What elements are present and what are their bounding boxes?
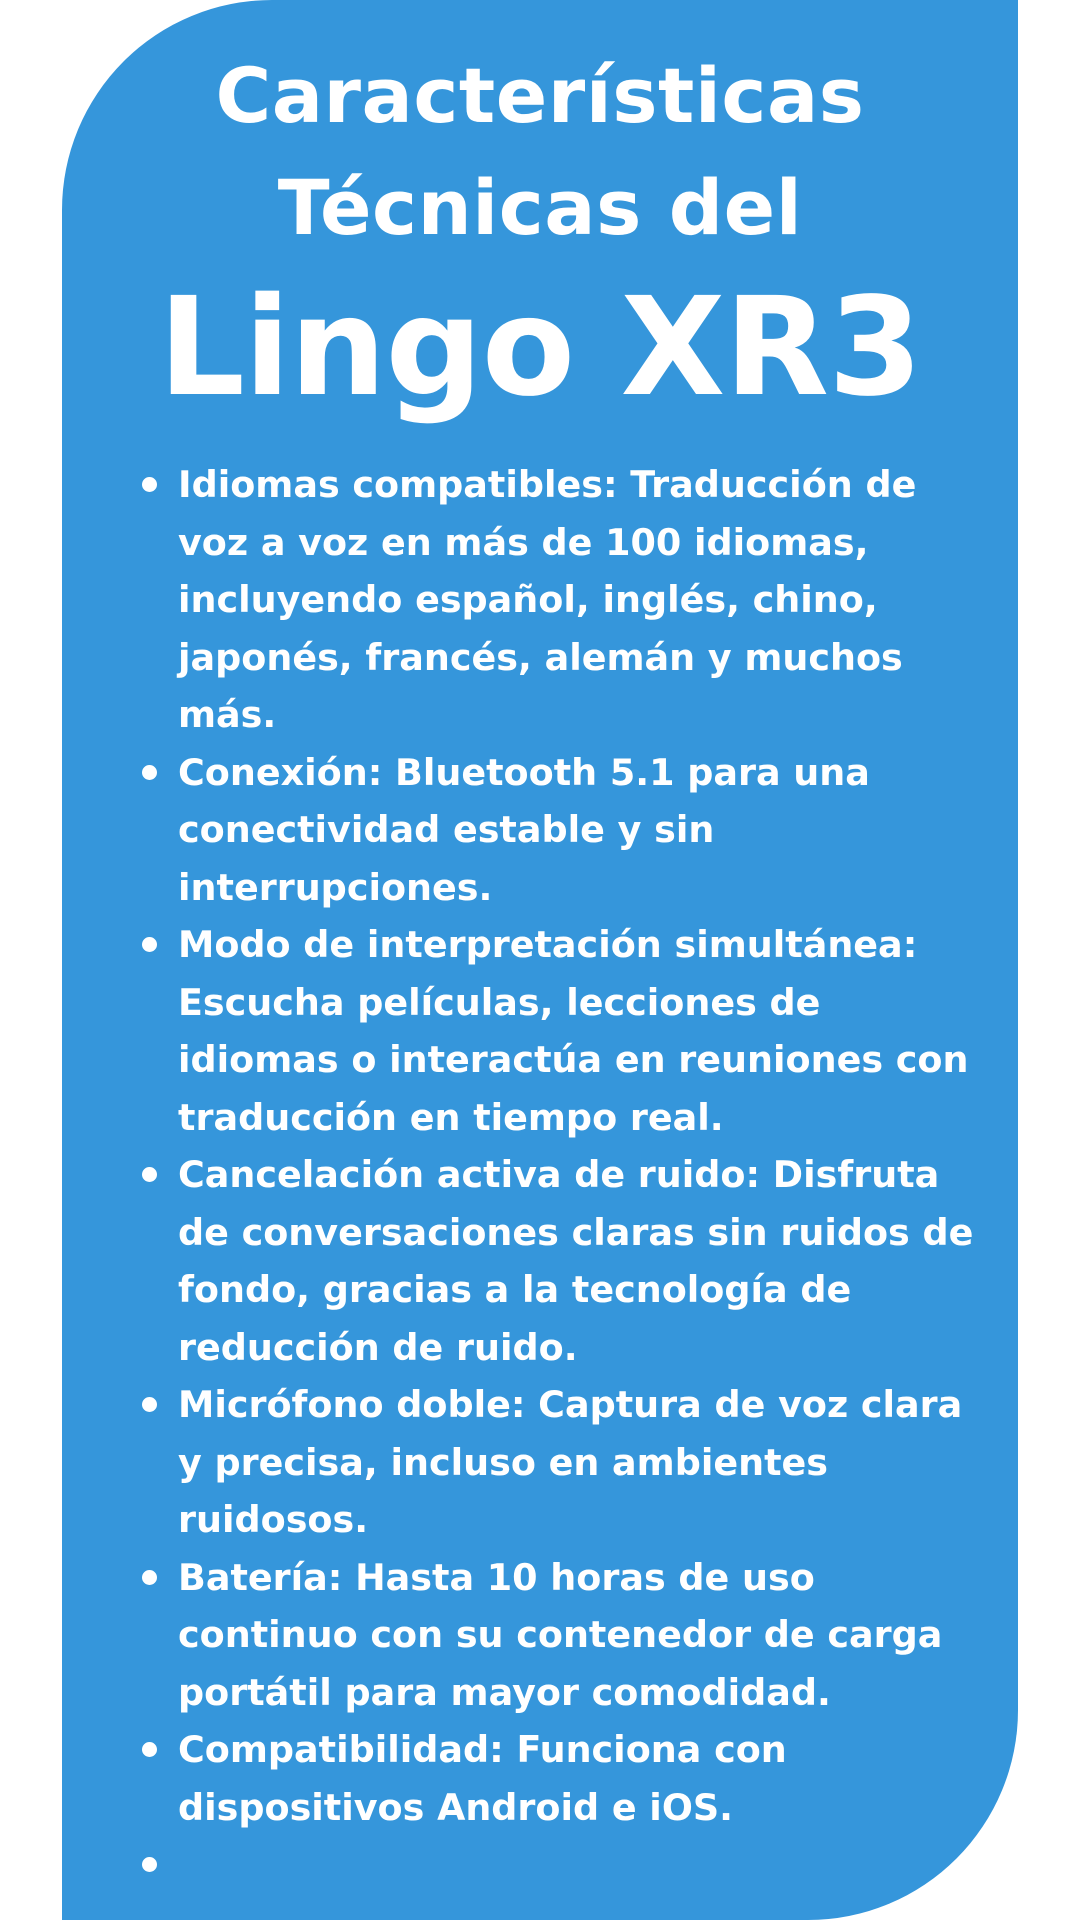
feature-item-microphone	[178, 1376, 988, 1549]
bullet-icon	[142, 937, 157, 952]
feature-item-noise-cancelling	[178, 1146, 988, 1376]
feature-item-empty	[178, 1836, 988, 1894]
bullet-icon	[142, 1397, 157, 1412]
bullet-icon	[142, 1167, 157, 1182]
feature-text: Compatibilidad: Funciona con dispositivos Android e iOS.	[178, 1728, 787, 1829]
feature-text: Modo de interpretación simultánea: Escucha películas, lecciones de idiomas o interactúa en reuniones con traducción en tiempo real.	[178, 923, 969, 1139]
feature-item-battery	[178, 1549, 988, 1722]
feature-list	[178, 456, 988, 1894]
feature-item-interpretation	[178, 916, 988, 1146]
feature-text: Cancelación activa de ruido: Disfruta de conversaciones claras sin ruidos de fondo, gracias a la tecnología de reducción de ruido.	[178, 1153, 974, 1369]
bullet-icon	[142, 765, 157, 780]
feature-text	[178, 1843, 191, 1886]
bullet-icon	[142, 1857, 157, 1872]
bullet-icon	[142, 1742, 157, 1757]
feature-text: Micrófono doble: Captura de voz clara y precisa, incluso en ambientes ruidosos.	[178, 1383, 963, 1541]
bullet-icon	[142, 477, 157, 492]
title-line-2: Técnicas del	[277, 163, 803, 252]
feature-item-languages	[178, 456, 988, 744]
bullet-icon	[142, 1570, 157, 1585]
feature-item-connection	[178, 744, 988, 917]
page-title	[62, 40, 1018, 428]
product-name: Lingo XR3	[158, 269, 922, 427]
feature-text: Idiomas compatibles: Traducción de voz a voz en más de 100 idiomas, incluyendo español, inglés, chino, japonés, francés, alemán y muchos más.	[178, 463, 917, 736]
feature-item-compatibility	[178, 1721, 988, 1836]
feature-text: Batería: Hasta 10 horas de uso continuo con su contenedor de carga portátil para mayor comodidad.	[178, 1555, 943, 1714]
feature-text: Conexión: Bluetooth 5.1 para una conectividad estable y sin interrupciones.	[178, 750, 870, 909]
title-line-1: Características	[215, 51, 865, 140]
